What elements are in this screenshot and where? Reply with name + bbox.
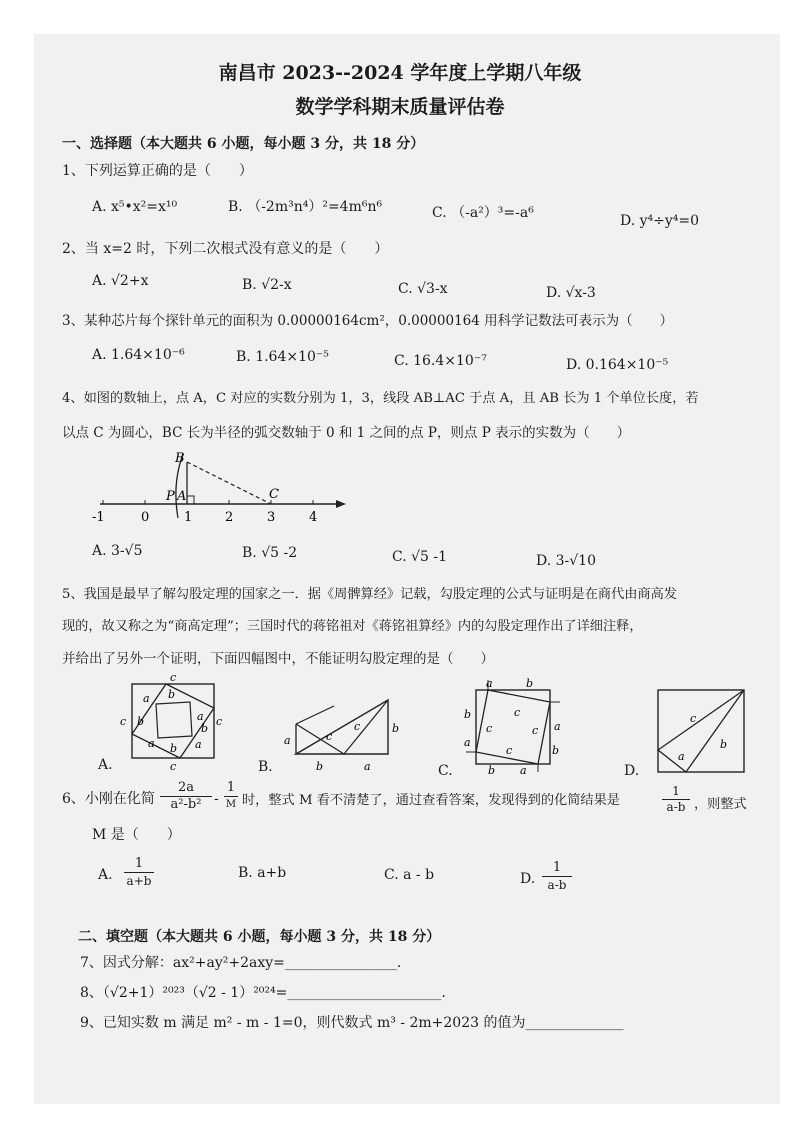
q6-option-d-numerator: 1 [542, 860, 572, 877]
exam-title-line1: 南昌市 2023--2024 学年度上学期八年级 [218, 62, 582, 84]
fig-c-label-a2: a [554, 720, 561, 733]
q4-stem-line1: 4、如图的数轴上，点 A，C 对应的实数分别为 1，3，线段 AB⊥AC 于点 A，且 AB 长为 1 个单位长度，若 [62, 391, 699, 406]
q6-fraction-2 [224, 780, 238, 813]
fig-a-label-a3: a [148, 737, 155, 750]
fig-b-label-a2: a [364, 760, 371, 773]
q9-text: 9、已知实数 m 满足 m² - m - 1=0，则代数式 m³ - 2m+2023 的值为______________ [80, 1015, 624, 1031]
q2-stem: 2、当 x=2 时，下列二次根式没有意义的是（ ） [62, 241, 389, 257]
q5-stem-line2: 现的，故又称之为“商高定理”；三国时代的蒋铭祖对《蒋铭祖算经》内的勾股定理作出了详细注释， [62, 619, 643, 634]
fig-a-label-b3: b [201, 722, 209, 735]
q6-option-b: B. a+b [238, 865, 287, 881]
fig-c-label-c4: c [506, 744, 513, 757]
q1-stem: 1、下列运算正确的是（ ） [62, 163, 253, 179]
q6-option-d-label: D. [520, 871, 536, 887]
q1-option-d: D. y⁴÷y⁴=0 [620, 213, 700, 229]
proof-figure-a [118, 672, 226, 772]
q6-stem-line2: M 是（ ） [92, 827, 181, 843]
fig-a-label-c2: c [120, 715, 127, 728]
q6-fraction-1-numerator: 2a [160, 780, 212, 797]
tick-label-3: 3 [267, 510, 276, 525]
q2-option-c: C. √3-x [398, 281, 448, 297]
q5-option-d: D. [624, 763, 640, 779]
q1-option-c: C. （-a²）³=-a⁶ [432, 205, 534, 221]
tick-label-0: 0 [141, 510, 150, 525]
q6-stem-part1: 6、小刚在化简 [62, 791, 155, 807]
q6-option-a-denominator: a+b [126, 874, 152, 888]
q1-option-a: A. x⁵•x²=x¹⁰ [92, 199, 178, 215]
q6-result-denominator: a-b [666, 800, 686, 814]
fig-a-label-c4: c [170, 760, 177, 772]
tick-label-neg1: -1 [92, 510, 105, 525]
q6-fraction-1-denominator: a²-b² [170, 797, 202, 812]
q6-minus: - [214, 791, 219, 807]
q4-option-c: C. √5 -1 [392, 549, 448, 565]
proof-figure-b [276, 692, 406, 776]
point-label-b: B [175, 451, 185, 466]
q4-option-d: D. 3-√10 [536, 553, 596, 569]
fig-d-label-a: a [678, 750, 685, 763]
fig-b-label-c: c [326, 730, 333, 743]
fig-c-label-a4: a [520, 764, 527, 776]
fig-a-label-a4: a [195, 738, 202, 751]
q6-result-fraction [662, 784, 690, 815]
exam-title-line2: 数学学科期末质量评估卷 [295, 96, 505, 118]
q6-option-d-denominator: a-b [547, 878, 567, 892]
q4-stem-line2: 以点 C 为圆心，BC 长为半径的弧交数轴于 0 和 1 之间的点 P，则点 P 表示的实数为（ ） [62, 425, 631, 441]
tick-label-2: 2 [225, 510, 234, 525]
fig-a-label-b2: b [137, 715, 145, 728]
q3-option-c: C. 16.4×10⁻⁷ [394, 353, 487, 369]
fig-b-label-b: b [392, 722, 400, 735]
number-line-figure [90, 448, 350, 528]
q6-result-numerator: 1 [662, 784, 690, 800]
fig-b-label-a: a [284, 734, 291, 747]
q6-option-c: C. a - b [384, 867, 435, 883]
q6-fraction-2-numerator: 1 [224, 780, 238, 797]
q5-option-c: C. [438, 763, 453, 779]
fig-a-label-a2: a [197, 710, 204, 723]
q6-fraction-2-denominator: M [225, 799, 237, 810]
fig-c-label-b: b [526, 677, 534, 690]
q2-option-d: D. √x-3 [546, 285, 596, 301]
fig-c-label-b3: b [552, 744, 560, 757]
section1-heading: 一、选择题（本大题共 6 小题，每小题 3 分，共 18 分） [62, 136, 425, 152]
q8-text: 8、（√2+1）²⁰²³（√2 - 1）²⁰²⁴=______________________. [80, 985, 446, 1001]
q2-option-b: B. √2-x [242, 277, 292, 293]
section2-heading: 二、填空题（本大题共 6 小题，每小题 3 分，共 18 分） [78, 929, 441, 945]
q3-option-a: A. 1.64×10⁻⁶ [92, 347, 185, 363]
point-label-c: C [269, 487, 279, 502]
fig-a-label-b4: b [170, 742, 178, 755]
q5-option-b: B. [258, 759, 273, 775]
proof-figure-d [650, 680, 750, 778]
fig-c-label-c: c [514, 706, 521, 719]
q7-text: 7、因式分解：ax²+ay²+2axy=________________. [80, 955, 402, 971]
fig-a-label-a: a [143, 692, 150, 705]
q3-option-b: B. 1.64×10⁻⁵ [236, 349, 329, 365]
q6-fraction-1 [160, 780, 212, 813]
q2-option-a: A. √2+x [92, 273, 149, 289]
fig-c-label-b2: b [464, 708, 472, 721]
q5-stem-line1: 5、我国是最早了解勾股定理的国家之一．据《周髀算经》记载，勾股定理的公式与证明是在商代由商高发 [62, 587, 678, 602]
q4-option-b: B. √5 -2 [242, 545, 298, 561]
tick-label-4: 4 [309, 510, 318, 525]
q3-stem: 3、某种芯片每个探针单元的面积为 0.00000164cm²，0.00000164 用科学记数法可表示为（ ） [62, 313, 674, 329]
q6-option-a-numerator: 1 [124, 856, 154, 873]
q3-option-d: D. 0.164×10⁻⁵ [566, 357, 669, 373]
fig-b-label-c2: c [354, 720, 361, 733]
fig-a-label-c3: c [216, 715, 223, 728]
point-label-p: P [166, 489, 175, 504]
point-label-a: A [177, 489, 187, 504]
q6-stem-part2: 时，整式 M 看不清楚了，通过查看答案，发现得到的化简结果是 [242, 793, 620, 808]
q6-option-d-fraction [542, 860, 572, 893]
fig-c-label-c2: c [486, 722, 493, 735]
q5-option-a: A. [98, 757, 113, 773]
fig-a-label-b: b [168, 688, 176, 701]
fig-a-label-c: c [170, 672, 177, 684]
tick-label-1: 1 [184, 510, 193, 525]
fig-c-label-c3: c [532, 724, 539, 737]
fig-c-label-a3: a [464, 736, 471, 749]
proof-figure-c [458, 672, 568, 776]
q6-option-a-label: A. [98, 867, 113, 883]
q6-option-a-fraction [124, 856, 154, 889]
fig-b-label-b2: b [316, 760, 324, 773]
q5-stem-line3: 并给出了另外一个证明，下面四幅图中，不能证明勾股定理的是（ ） [62, 651, 494, 667]
fig-d-label-c: c [690, 712, 697, 725]
q4-option-a: A. 3-√5 [92, 543, 143, 559]
q1-option-b: B. （-2m³n⁴）²=4m⁶n⁶ [228, 199, 383, 215]
fig-c-label-a: a [486, 677, 493, 690]
fig-d-label-b: b [720, 738, 728, 751]
q6-stem-part3: ，则整式 [694, 797, 747, 812]
fig-c-label-b4: b [488, 764, 496, 776]
